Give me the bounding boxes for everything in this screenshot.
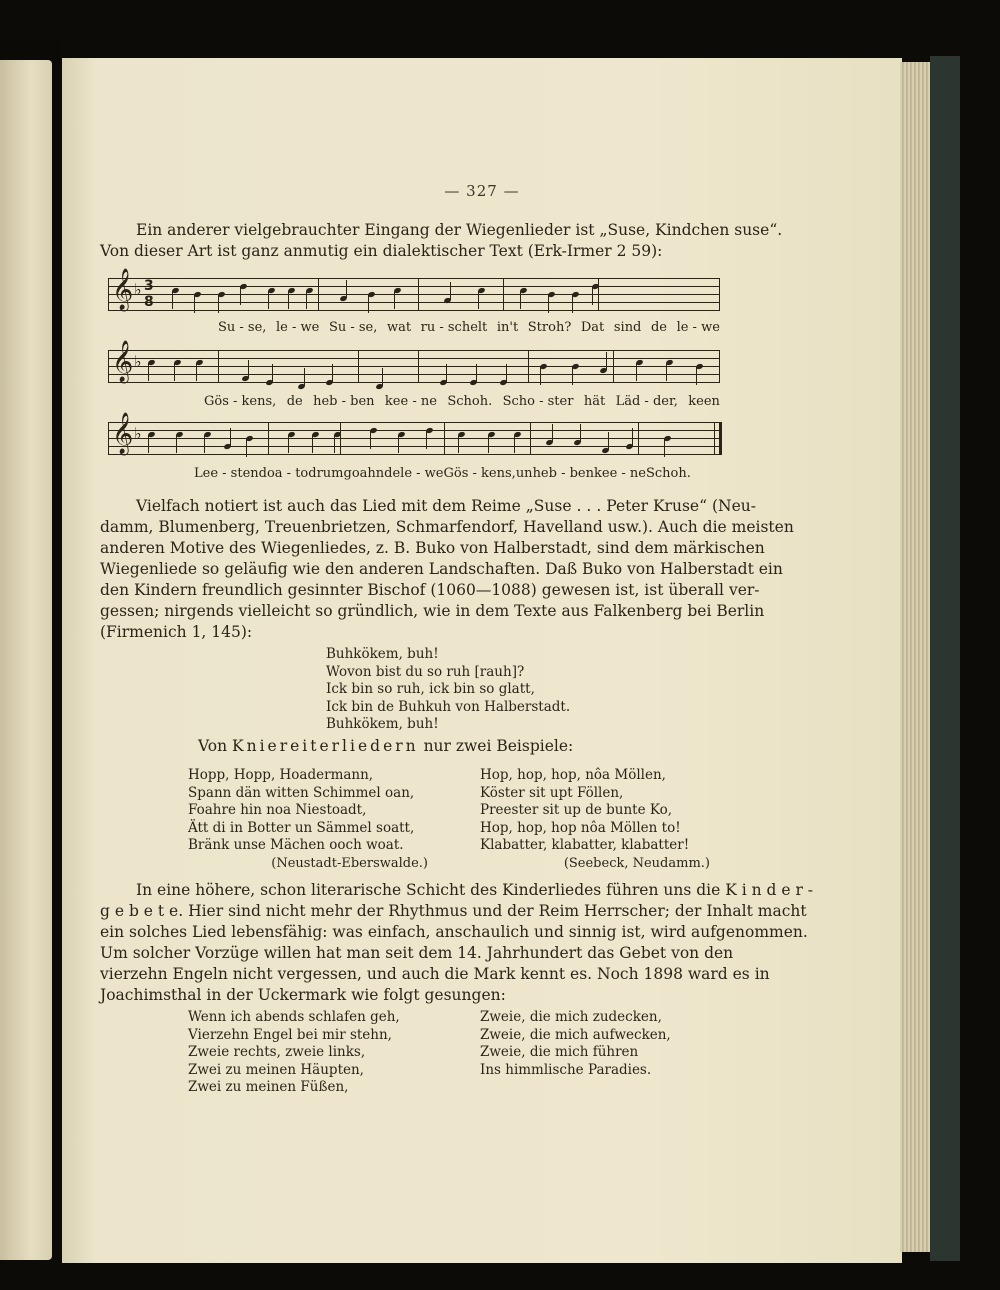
left-page-edge	[0, 60, 52, 1260]
paragraph-3	[100, 880, 814, 901]
poem-line: Wenn ich abends schlafen geh,	[188, 1009, 400, 1025]
note-stem	[548, 295, 549, 313]
note-stem	[572, 295, 573, 313]
text-line: Joachimsthal in der Uckermark wie folgt gesungen:	[100, 986, 506, 1004]
note-stem	[312, 435, 313, 453]
note-stem	[540, 367, 541, 385]
poem-line: Zwei zu meinen Häupten,	[188, 1061, 364, 1078]
note-stem	[196, 363, 197, 381]
poem-line: Zwei zu meinen Füßen,	[188, 1079, 349, 1095]
note-stem	[332, 364, 333, 382]
paragraph-2-cont	[100, 517, 794, 643]
paragraph-3-cont	[100, 901, 808, 1006]
poem-line: Zweie, die mich führen	[480, 1044, 639, 1060]
note-stem	[398, 435, 399, 453]
book-cover	[930, 56, 960, 1261]
text-line: gessen; nirgends vielleicht so gründlich, wie in dem Texte aus Falkenberg bei Berlin	[100, 602, 765, 620]
note-stem	[458, 435, 459, 453]
note-stem	[606, 352, 607, 370]
note-stem	[552, 424, 553, 442]
poem-line: Ick bin de Buhkuh von Halberstadt.	[326, 698, 571, 715]
text-line: Um solcher Vorzüge willen hat man seit dem 14. Jahrhundert das Gebet von den	[100, 944, 734, 962]
intro-paragraph	[100, 220, 783, 241]
poem-line: Wovon bist du so ruh [rauh]?	[326, 663, 525, 680]
note-stem	[476, 364, 477, 382]
treble-clef-icon: 𝄞	[112, 341, 134, 382]
note-stem	[488, 435, 489, 453]
poem-line: Preester sit up de bunte Ko,	[480, 802, 672, 818]
treble-clef-icon: 𝄞	[112, 269, 134, 310]
note-stem	[394, 291, 395, 309]
note-stem	[346, 280, 347, 298]
note-stem	[218, 295, 219, 313]
note-stem	[520, 291, 521, 309]
note-stem	[572, 367, 573, 385]
note-stem	[514, 435, 515, 453]
note-stem	[176, 435, 177, 453]
poem-source: (Seebeck, Neudamm.)	[563, 855, 710, 871]
note-stem	[632, 428, 633, 446]
text-line: vierzehn Engeln nicht vergessen, und auch die Mark kennt es. Noch 1898 ward es in	[100, 965, 770, 983]
note-stem	[240, 287, 241, 305]
poem-hopp-hoadermann	[188, 767, 428, 872]
note-stem	[230, 428, 231, 446]
note-stem	[304, 368, 305, 386]
poem-line: Buhkökem, buh!	[326, 716, 439, 732]
section-heading: Von Kniereiterliedern nur zwei Beispiele:	[198, 737, 574, 755]
note-stem	[592, 287, 593, 305]
poem-line: Buhkökem, buh!	[326, 646, 439, 662]
note-stem	[506, 364, 507, 382]
treble-clef-icon: 𝄞	[112, 413, 134, 454]
lyrics-line-3: Lee - sten doa - to drum goahn de le - we Gös - kens, un heb - ben kee - ne Schoh.	[194, 466, 691, 481]
note-stem	[268, 291, 269, 309]
poem-line: Ins himmlische Paradies.	[480, 1061, 652, 1078]
page-edges	[900, 62, 932, 1252]
text-line: Von dieser Art ist ganz anmutig ein dialektischer Text (Erk-Irmer 2 59):	[100, 242, 663, 260]
note-stem	[370, 431, 371, 449]
note-stem	[148, 363, 149, 381]
text-line: anderen Motive des Wiegenliedes, z. B. Buko von Halberstadt, sind dem märkischen	[100, 539, 765, 557]
note-stem	[306, 291, 307, 309]
poem-line: Hopp, Hopp, Hoadermann,	[188, 767, 374, 783]
flat-sign-icon: ♭	[134, 280, 142, 299]
note-stem	[288, 435, 289, 453]
text-line: In eine höhere, schon literarische Schicht des Kinderliedes führen uns die K i n d e r -	[136, 881, 814, 899]
text-line: damm, Blumenberg, Treuenbrietzen, Schmarfendorf, Havelland usw.). Auch die meisten	[100, 518, 794, 536]
poem-line: Hop, hop, hop, nôa Möllen,	[480, 767, 666, 783]
poem-line: Zweie rechts, zweie links,	[188, 1044, 366, 1060]
poem-line: Ätt di in Botter un Sämmel soatt,	[188, 819, 415, 836]
text-line: ein solches Lied lebensfähig: was einfach, anschaulich und sinnig ist, wird aufgenommen.	[100, 923, 808, 941]
note-stem	[450, 282, 451, 300]
poem-line: Klabatter, klabatter, klabatter!	[480, 837, 690, 853]
note-stem	[696, 367, 697, 385]
prayer-right	[480, 1009, 671, 1079]
note-stem	[204, 435, 205, 453]
poem-source: (Neustadt-Eberswalde.)	[271, 855, 428, 871]
poem-line: Vierzehn Engel bei mir stehn,	[188, 1026, 392, 1043]
note-stem	[368, 295, 369, 313]
poem-line: Foahre hin noa Niestoadt,	[188, 802, 367, 818]
note-stem	[194, 295, 195, 313]
note-stem	[288, 291, 289, 309]
page-number: — 327 —	[444, 182, 520, 200]
flat-sign-icon: ♭	[134, 424, 142, 443]
note-stem	[382, 368, 383, 386]
note-stem	[608, 432, 609, 450]
note-stem	[426, 431, 427, 449]
text-line: den Kindern freundlich gesinnter Bischof (1060—1088) gewesen ist, ist überall ver-	[100, 581, 760, 599]
time-signature: 3 8	[144, 278, 154, 310]
text-line: (Firmenich 1, 145):	[100, 623, 253, 641]
note-stem	[248, 360, 249, 378]
text-line: Wiegenliede so geläufig wie den anderen Landschaften. Daß Buko von Halberstadt ein	[100, 560, 783, 578]
note-stem	[272, 364, 273, 382]
prayer-left	[188, 1009, 400, 1097]
note-stem	[664, 439, 665, 457]
note-stem	[478, 291, 479, 309]
poem-buhkoekem	[326, 646, 570, 734]
lyrics-line-1: Su - se, le - we Su - se, wat ru - schelt in't Stroh? Dat sind de le - we	[218, 320, 720, 335]
paragraph-2	[100, 496, 756, 517]
poem-line: Zweie, die mich zudecken,	[480, 1009, 662, 1025]
note-stem	[172, 291, 173, 309]
note-stem	[334, 435, 335, 453]
poem-line: Ick bin so ruh, ick bin so glatt,	[326, 681, 535, 697]
note-stem	[580, 424, 581, 442]
text-line: Vielfach notiert ist auch das Lied mit dem Reime „Suse . . . Peter Kruse“ (Neu-	[136, 497, 756, 515]
note-stem	[636, 363, 637, 381]
lyrics-line-2: Gös - kens, de heb - ben kee - ne Schoh. Scho - ster hät Läd - der, keen	[204, 394, 720, 409]
note-stem	[666, 363, 667, 381]
music-staff-1	[108, 269, 720, 316]
text-line: Ein anderer vielgebrauchter Eingang der Wiegenlieder ist „Suse, Kindchen suse“.	[136, 221, 783, 239]
note-stem	[246, 439, 247, 457]
text-line: g e b e t e. Hier sind nicht mehr der Rhythmus und der Reim Herrscher; der Inhalt macht	[100, 902, 807, 920]
poem-hop-moellen	[480, 767, 710, 872]
music-staff-3	[108, 413, 720, 460]
poem-line: Zweie, die mich aufwecken,	[480, 1026, 671, 1043]
poem-line: Spann dän witten Schimmel oan,	[188, 784, 415, 801]
intro-paragraph-cont	[100, 241, 720, 262]
flat-sign-icon: ♭	[134, 352, 142, 371]
poem-line: Bränk unse Mächen ooch woat.	[188, 837, 404, 853]
note-stem	[446, 364, 447, 382]
note-stem	[148, 435, 149, 453]
music-staff-2	[108, 341, 720, 388]
note-stem	[174, 363, 175, 381]
poem-line: Köster sit upt Föllen,	[480, 784, 624, 801]
poem-line: Hop, hop, hop nôa Möllen to!	[480, 819, 681, 836]
